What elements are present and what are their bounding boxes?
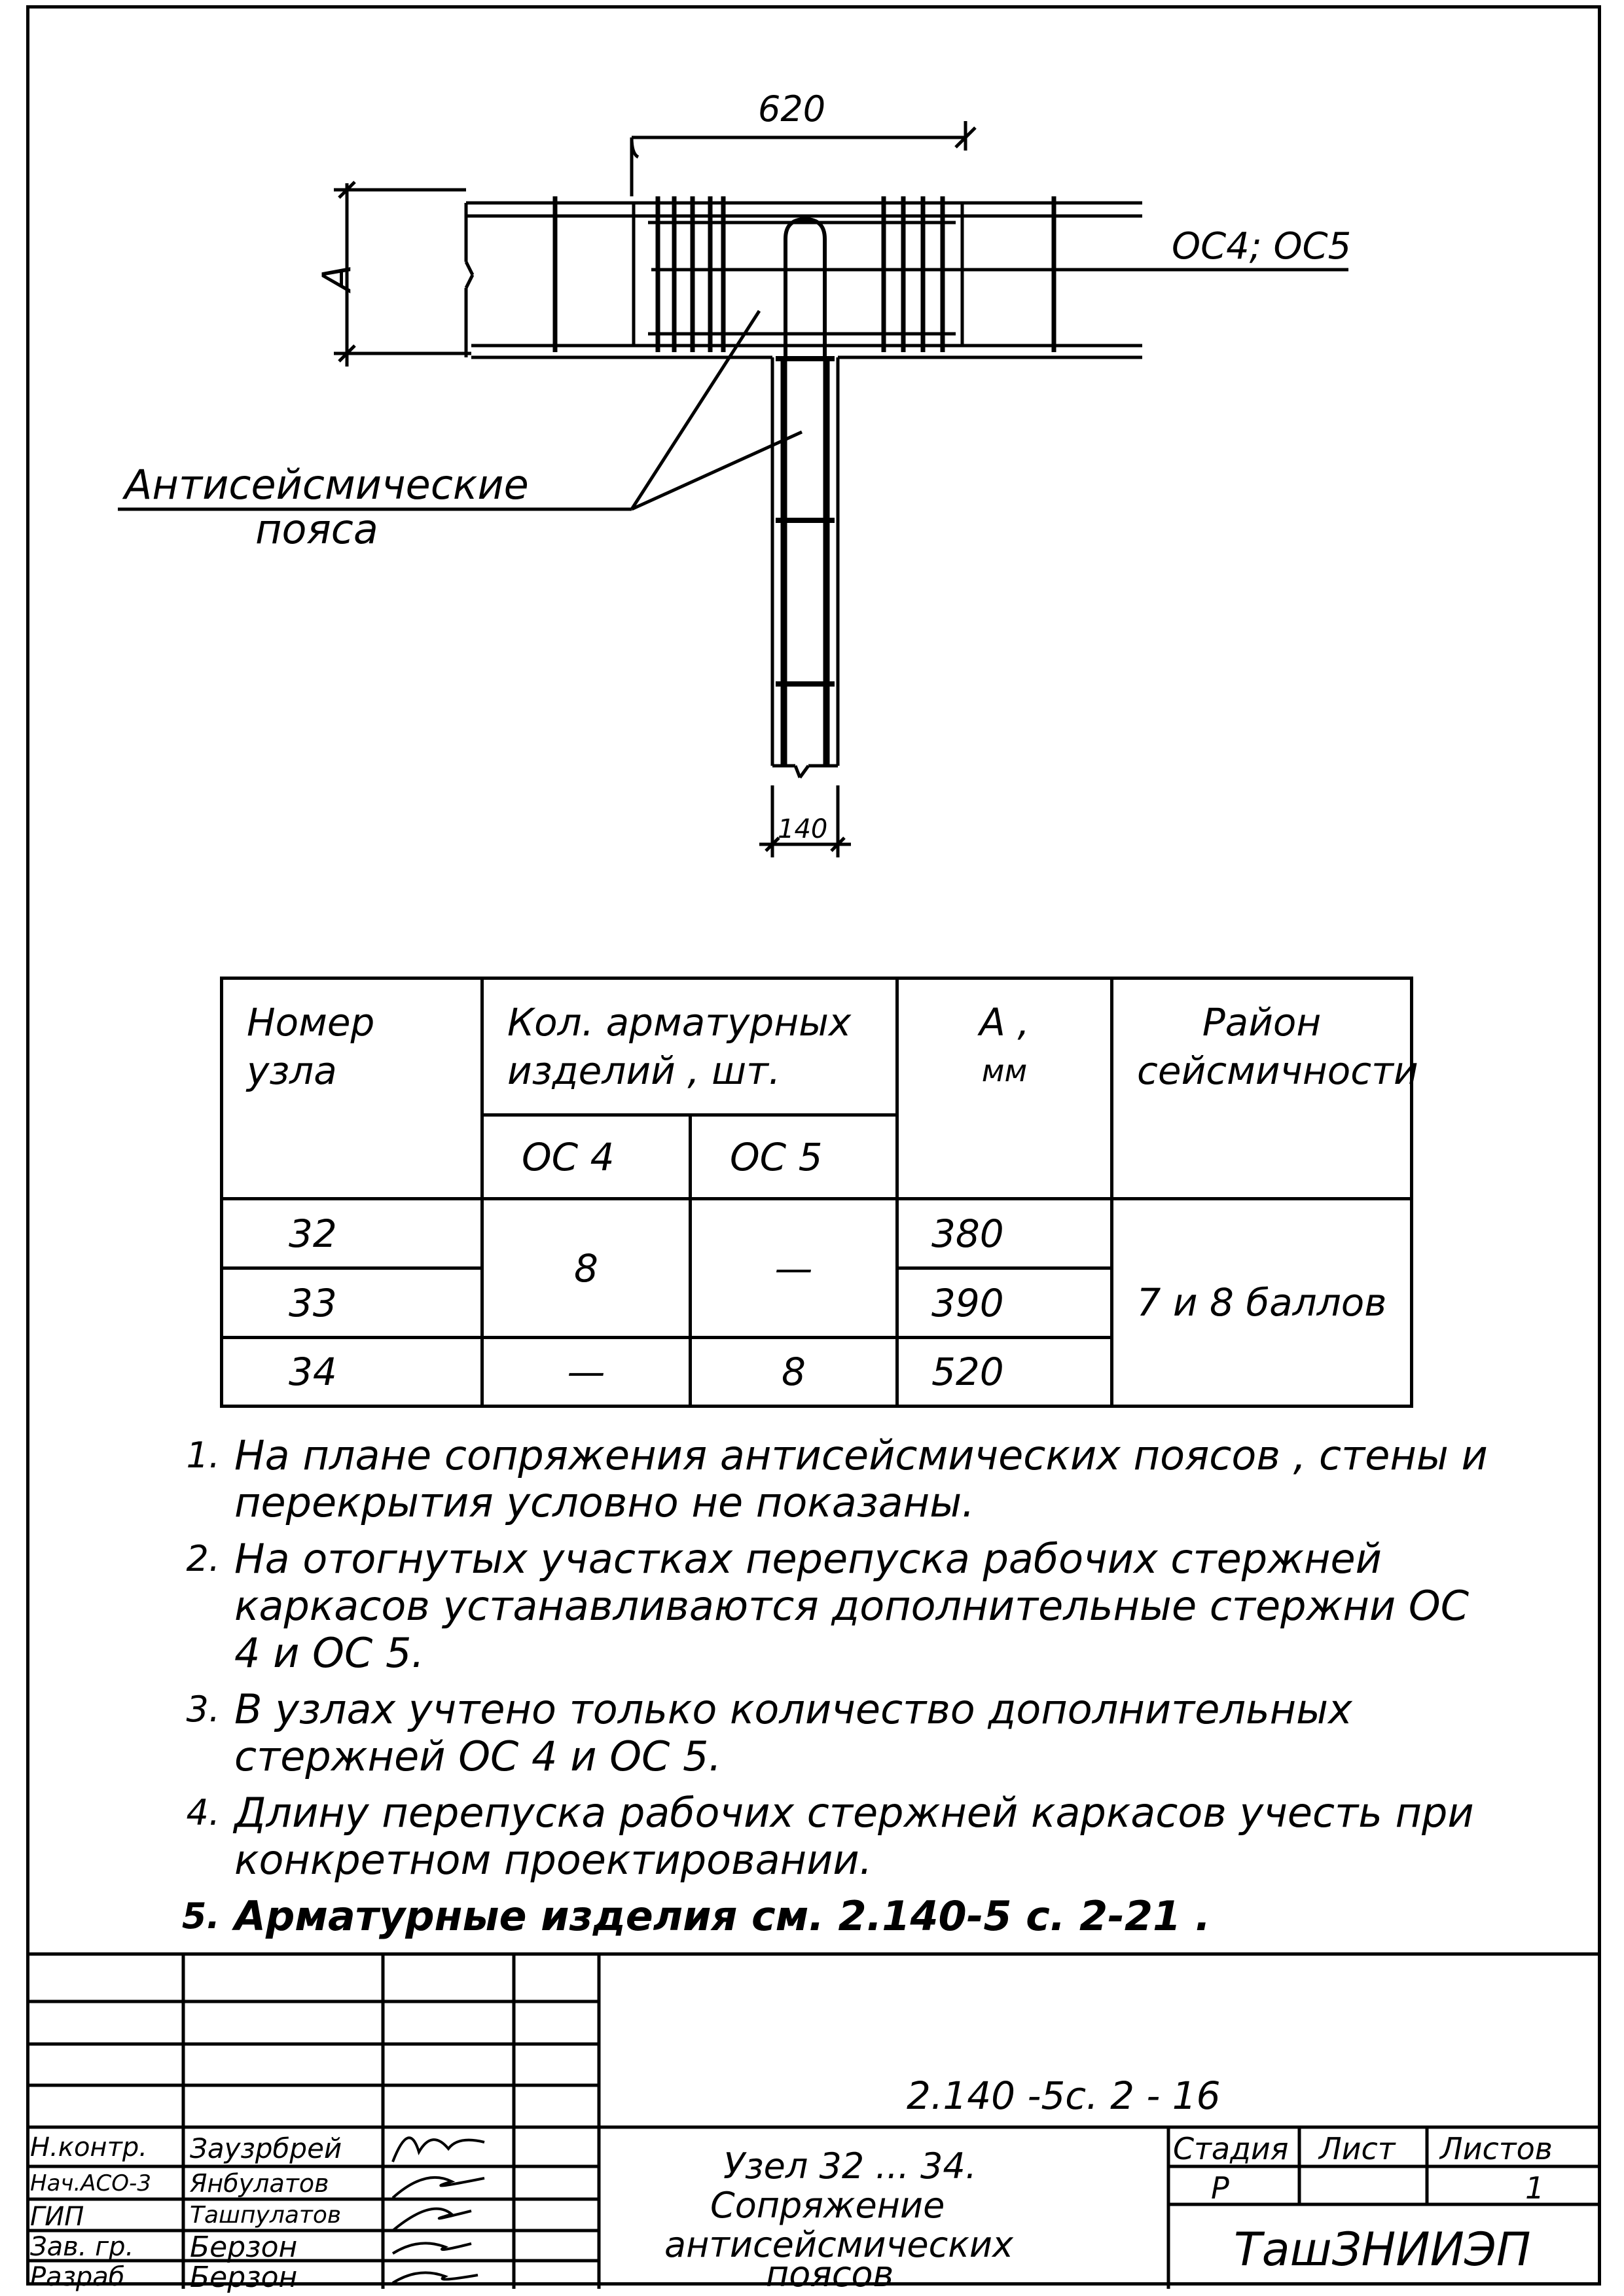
- header-a: А , мм: [897, 978, 1112, 1199]
- dim-top-label: 620: [758, 88, 826, 130]
- title-line-2: Сопряжение: [710, 2185, 945, 2226]
- header-count: Кол. арматурных изделий , шт.: [482, 978, 897, 1115]
- merged-seismic-value: 7 и 8 баллов: [1112, 1199, 1412, 1407]
- note-item: 2. На отогнутых участках перепуска рабочих стержней каркасов устанавливаются дополнительные стержни ОС 4 и ОС 5.: [186, 1535, 1470, 1677]
- title-line-4: поясов: [766, 2253, 894, 2295]
- note-item: 3. В узлах учтено только количество дополнительных стержней ОС 4 и ОС 5.: [186, 1685, 1352, 1780]
- dim-bottom-label: 140: [778, 814, 828, 844]
- signer-role: Нач.АСО-3: [30, 2170, 151, 2197]
- title-block: [26, 1952, 1601, 2295]
- note-item: 5. Арматурные изделия см. 2.140-5 с. 2-21 .: [181, 1892, 1211, 1940]
- belts-label-line2: пояса: [255, 505, 378, 553]
- sheets-value: 1: [1525, 2170, 1545, 2206]
- signer-name: Берзон: [190, 2261, 298, 2294]
- subheader-oc5: ОС 5: [691, 1115, 897, 1199]
- merged-oc4-value: 8: [482, 1199, 691, 1338]
- signer-name: Ташпулатов: [190, 2202, 342, 2229]
- row-34-oc4: —: [482, 1338, 691, 1407]
- row-32-a: 380: [897, 1199, 1112, 1268]
- node-table: [220, 977, 1418, 1408]
- notes-list: [157, 1432, 1506, 1949]
- header-node: Номер узла: [222, 978, 482, 1199]
- signer-role: ГИП: [30, 2202, 84, 2232]
- signer-role: Зав. гр.: [30, 2232, 134, 2262]
- row-34-oc5: 8: [691, 1338, 897, 1407]
- dim-side-label: A: [314, 264, 360, 291]
- merged-oc5-value: —: [691, 1199, 897, 1338]
- row-32-node: 32: [222, 1199, 482, 1268]
- sheet-label: Лист: [1319, 2131, 1396, 2166]
- signer-role: Разраб.: [30, 2262, 134, 2292]
- organization-name: ТашЗНИИЭП: [1234, 2223, 1531, 2276]
- stage-value: Р: [1211, 2170, 1229, 2206]
- signer-name: Янбулатов: [190, 2169, 329, 2198]
- belts-label-line1: Антисейсмические: [124, 461, 529, 509]
- row-33-node: 33: [222, 1268, 482, 1338]
- products-label: ОС4; ОС5: [1172, 225, 1352, 268]
- junction-plan-drawing: [0, 0, 1624, 929]
- signer-name: Берзон: [190, 2231, 298, 2264]
- row-34-node: 34: [222, 1338, 482, 1407]
- stage-label: Стадия: [1173, 2131, 1289, 2166]
- title-line-1: Узел 32 ... 34.: [723, 2145, 977, 2187]
- sheets-label: Листов: [1440, 2131, 1553, 2166]
- subheader-oc4: ОС 4: [482, 1115, 691, 1199]
- note-item: 1. На плане сопряжения антисейсмических поясов , стены и перекрытия условно не показаны.: [186, 1431, 1488, 1526]
- document-code: 2.140 -5с. 2 - 16: [907, 2073, 1221, 2118]
- signer-role: Н.контр.: [30, 2132, 147, 2162]
- note-item: 4. Длину перепуска рабочих стержней каркасов учесть при конкретном проектировании.: [186, 1789, 1474, 1884]
- row-34-a: 520: [897, 1338, 1112, 1407]
- signer-name: Заузрбрей: [190, 2132, 342, 2164]
- header-seismic: Район сейсмичности: [1112, 978, 1412, 1199]
- row-33-a: 390: [897, 1268, 1112, 1338]
- title-line-3: антисейсмических: [664, 2224, 1013, 2265]
